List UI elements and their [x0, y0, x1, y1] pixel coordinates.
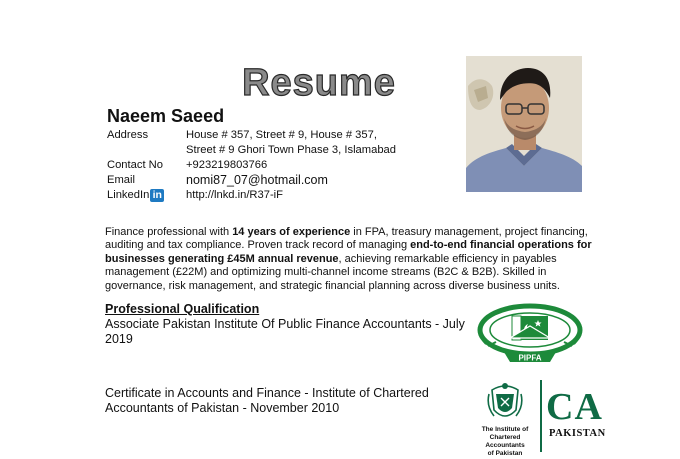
ca-logo-country: PAKISTAN	[549, 428, 606, 439]
linkedin-row	[107, 188, 426, 203]
pipfa-emblem	[474, 300, 586, 370]
address-label: Address	[107, 129, 149, 141]
linkedin-icon: in	[150, 189, 164, 202]
summary-highlight-experience: 14 years of experience	[232, 226, 351, 238]
ca-logo-divider	[540, 380, 542, 452]
ica-line3: of Pakistan	[487, 450, 523, 457]
ca-logo-letters: CA	[546, 386, 603, 428]
pipfa-banner-text: PIPFA	[518, 353, 542, 363]
phone-label: Contact No	[107, 159, 163, 171]
address-row	[107, 128, 426, 143]
pipfa-logo	[474, 300, 586, 370]
summary-text-3: , achieving remarkable efficiency in payables management (£22M) and optimizing multi-channel income streams (B2C & B2B). Skilled in governance, risk management, and strategic financial planning across diverse business units.	[105, 252, 560, 292]
linkedin-label: LinkedIn	[107, 189, 150, 201]
linkedin-link[interactable]: http://lnkd.in/R37-iF	[186, 189, 284, 201]
summary-text-1: Finance professional with	[105, 226, 233, 238]
phone-row	[107, 158, 426, 173]
ica-line2: Chartered Accountants	[485, 434, 525, 449]
qualification-heading: Professional Qualification	[105, 302, 260, 316]
ica-name	[470, 426, 540, 458]
contact-details	[107, 128, 426, 203]
summary-highlight-operations: end-to-end financial operations for businesses generating £45M annual revenue	[105, 239, 592, 265]
profile-photo	[466, 56, 582, 192]
summary-text-2: in FPA, treasury management, project financing, auditing and tax compliance. Proven track record of managing	[105, 226, 588, 252]
email-value[interactable]: nomi87_07@hotmail.com	[186, 173, 328, 187]
address-line2: Street # 9 Ghori Town Phase 3, Islamabad	[186, 144, 396, 156]
professional-summary	[105, 226, 600, 293]
profile-photo-art	[466, 56, 582, 192]
qualification-ica: Certificate in Accounts and Finance - Institute of Chartered Accountants of Pakistan - November 2010	[105, 386, 429, 415]
ica-emblem	[486, 380, 524, 424]
email-row	[107, 173, 426, 188]
ica-crest-icon	[486, 380, 524, 424]
qualification-pipfa: Associate Pakistan Institute Of Public Finance Accountants - July 2019	[105, 317, 465, 346]
linkedin-label-wrap	[107, 188, 164, 203]
resume-title: Resume	[242, 62, 396, 104]
phone-value: +923219803766	[186, 159, 268, 171]
address-row-2	[107, 143, 426, 158]
candidate-name: Naeem Saeed	[107, 106, 225, 126]
address-line1: House # 357, Street # 9, House # 357,	[186, 129, 377, 141]
email-label: Email	[107, 174, 135, 186]
ica-line1: The Institute of	[481, 426, 529, 433]
